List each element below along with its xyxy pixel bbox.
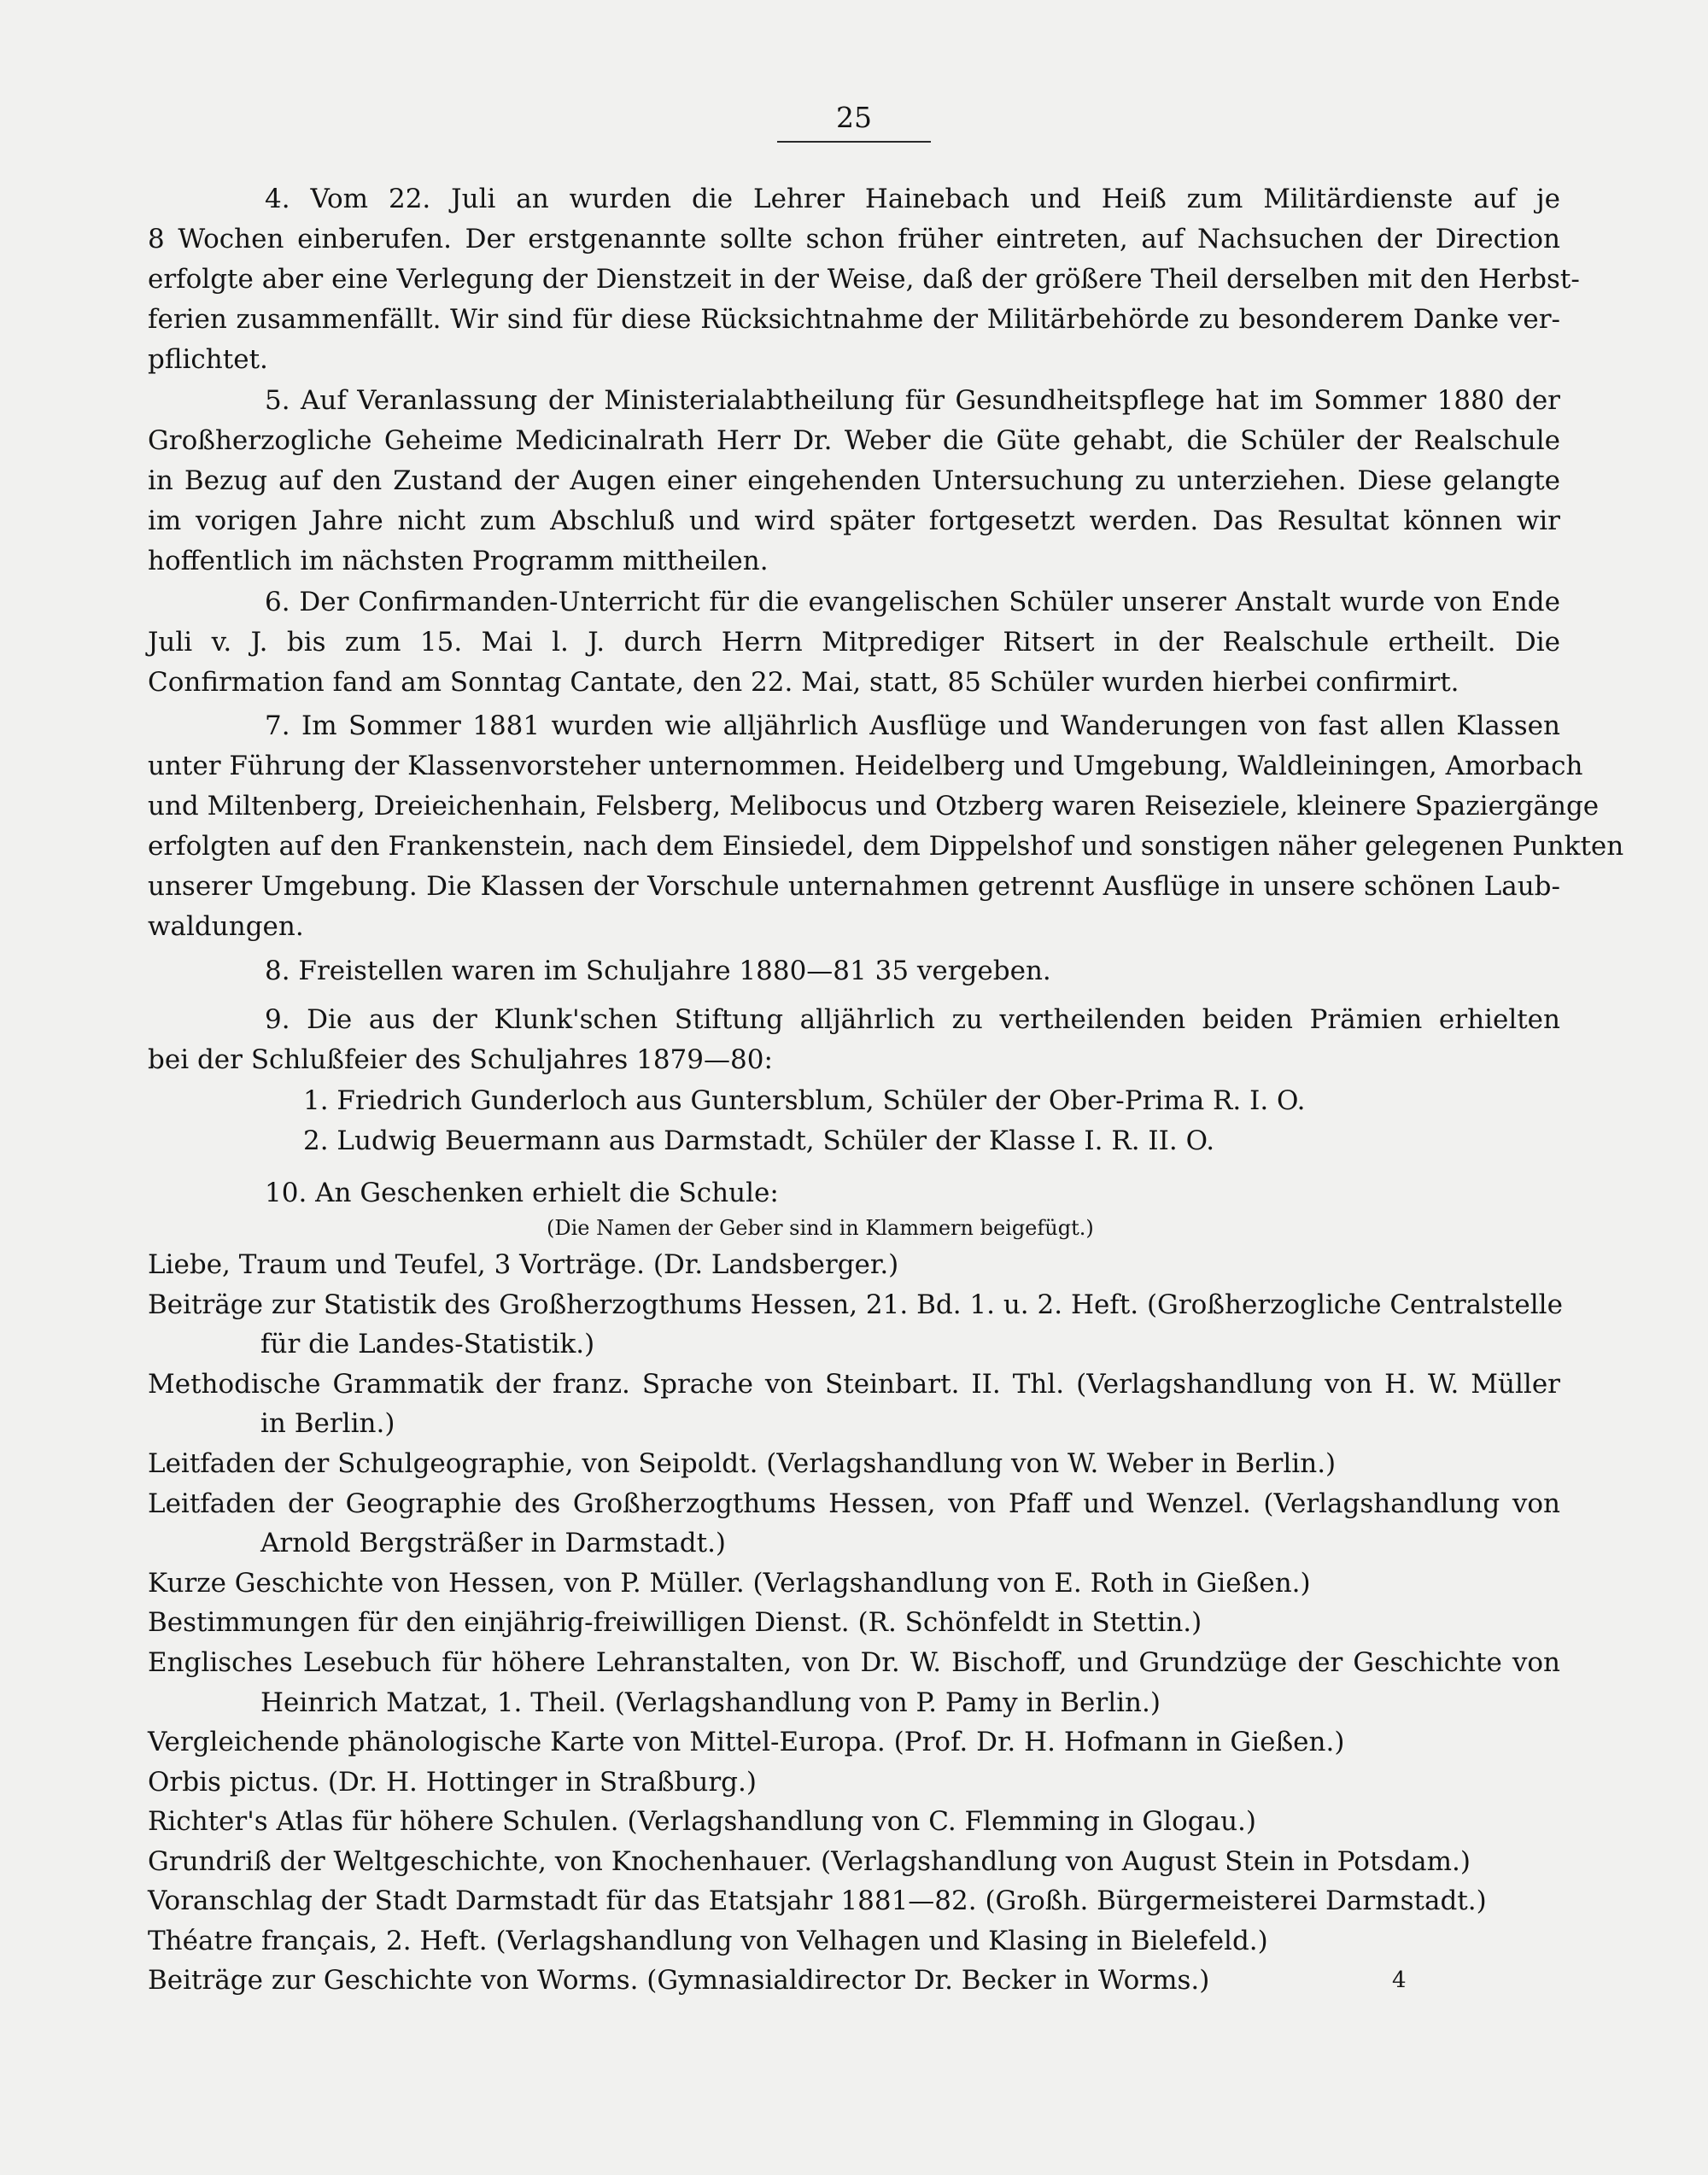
gift-entry: Richter's Atlas für höhere Schulen. (Verlagshandlung von C. Flemming in Glogau.) <box>148 1806 1257 1837</box>
gift-entry: in Berlin.) <box>260 1408 395 1439</box>
text-line: 8 Wochen einberufen. Der erstgenannte sollte schon früher eintreten, auf Nachsuchen der Direction <box>148 224 1560 254</box>
text-line: Juli v. J. bis zum 15. Mai l. J. durch Herrn Mitprediger Ritsert in der Realschule ertheilt. Die <box>148 627 1560 658</box>
text-line: ferien zusammenfällt. Wir sind für diese Rücksichtnahme der Militärbehörde zu besonderem Danke ver- <box>148 304 1560 335</box>
gift-entry: Leitfaden der Geographie des Großherzogthums Hessen, von Pfaff und Wenzel. (Verlagshandlung von <box>148 1488 1560 1519</box>
gift-entry: Bestimmungen für den einjährig-freiwilligen Dienst. (R. Schönfeldt in Stettin.) <box>148 1607 1202 1638</box>
text-line: 4. Vom 22. Juli an wurden die Lehrer Hainebach und Heiß zum Militärdienste auf je <box>265 184 1560 214</box>
text-line: waldungen. <box>148 911 304 942</box>
text-line: pflichtet. <box>148 344 268 375</box>
gift-entry: für die Landes-Statistik.) <box>260 1329 595 1359</box>
text-line: bei der Schlußfeier des Schuljahres 1879—80: <box>148 1044 773 1075</box>
text-line: hoffentlich im nächsten Programm mittheilen. <box>148 546 769 576</box>
gift-entry: Voranschlag der Stadt Darmstadt für das Etatsjahr 1881—82. (Großh. Bürgermeisterei Darmstadt.) <box>148 1886 1487 1916</box>
page-number: 25 <box>836 101 872 134</box>
gift-entry: Beiträge zur Geschichte von Worms. (Gymnasialdirector Dr. Becker in Worms.) <box>148 1965 1210 1996</box>
gift-entry: Vergleichende phänologische Karte von Mittel-Europa. (Prof. Dr. H. Hofmann in Gießen.) <box>148 1727 1345 1757</box>
prize-item: 2. Ludwig Beuermann aus Darmstadt, Schüler der Klasse I. R. II. O. <box>303 1126 1215 1156</box>
gift-entry: Leitfaden der Schulgeographie, von Seipoldt. (Verlagshandlung von W. Weber in Berlin.) <box>148 1448 1337 1479</box>
text-line: 9. Die aus der Klunk'schen Stiftung alljährlich zu vertheilenden beiden Prämien erhielten <box>265 1004 1560 1035</box>
text-line: erfolgten auf den Frankenstein, nach dem Einsiedel, dem Dippelshof und sonstigen näher gelegenen Punkten <box>148 831 1624 862</box>
text-line: in Bezug auf den Zustand der Augen einer eingehenden Untersuchung zu unterziehen. Diese gelangte <box>148 465 1560 496</box>
gift-entry: Kurze Geschichte von Hessen, von P. Müller. (Verlagshandlung von E. Roth in Gießen.) <box>148 1568 1311 1599</box>
gift-entry: Orbis pictus. (Dr. H. Hottinger in Straßburg.) <box>148 1767 757 1798</box>
gift-entry: Methodische Grammatik der franz. Sprache von Steinbart. II. Thl. (Verlagshandlung von H. W. Müller <box>148 1369 1560 1400</box>
text-line: unserer Umgebung. Die Klassen der Vorschule unternahmen getrennt Ausflüge in unsere schönen Laub- <box>148 871 1560 902</box>
gift-entry: Englisches Lesebuch für höhere Lehranstalten, von Dr. W. Bischoff, und Grundzüge der Geschichte von <box>148 1647 1560 1678</box>
signature-mark: 4 <box>1392 1967 1407 1993</box>
gift-entry: Grundriß der Weltgeschichte, von Knochenhauer. (Verlagshandlung von August Stein in Potsdam.) <box>148 1846 1471 1877</box>
text-line: erfolgte aber eine Verlegung der Dienstzeit in der Weise, daß der größere Theil derselben mit den Herbst- <box>148 264 1580 295</box>
prize-item: 1. Friedrich Gunderloch aus Guntersblum, Schüler der Ober-Prima R. I. O. <box>303 1085 1306 1116</box>
donors-note: (Die Namen der Geber sind in Klammern beigefügt.) <box>547 1216 1094 1240</box>
text-line: 6. Der Confirmanden-Unterricht für die evangelischen Schüler unserer Anstalt wurde von Ende <box>265 587 1560 617</box>
text-line: 5. Auf Veranlassung der Ministerialabtheilung für Gesundheitspflege hat im Sommer 1880 der <box>265 385 1560 416</box>
text-line: Großherzogliche Geheime Medicinalrath Herr Dr. Weber die Güte gehabt, die Schüler der Realschule <box>148 425 1560 456</box>
text-line: Confirmation fand am Sonntag Cantate, den 22. Mai, statt, 85 Schüler wurden hierbei confirmirt. <box>148 667 1459 698</box>
text-line: 10. An Geschenken erhielt die Schule: <box>265 1178 779 1208</box>
text-line: 8. Freistellen waren im Schuljahre 1880—81 35 vergeben. <box>265 956 1051 986</box>
gift-entry: Théatre français, 2. Heft. (Verlagshandlung von Velhagen und Klasing in Bielefeld.) <box>148 1926 1268 1956</box>
gift-entry: Liebe, Traum und Teufel, 3 Vorträge. (Dr. Landsberger.) <box>148 1249 899 1280</box>
gift-entry: Arnold Bergsträßer in Darmstadt.) <box>260 1528 727 1558</box>
text-line: 7. Im Sommer 1881 wurden wie alljährlich Ausflüge und Wanderungen von fast allen Klassen <box>265 710 1560 741</box>
gift-entry: Beiträge zur Statistik des Großherzogthums Hessen, 21. Bd. 1. u. 2. Heft. (Großherzogliche Centralstelle <box>148 1289 1563 1320</box>
header-rule <box>777 141 931 143</box>
text-line: unter Führung der Klassenvorsteher unternommen. Heidelberg und Umgebung, Waldleiningen, Amorbach <box>148 751 1583 781</box>
text-line: im vorigen Jahre nicht zum Abschluß und wird später fortgesetzt werden. Das Resultat können wir <box>148 506 1560 536</box>
text-line: und Miltenberg, Dreieichenhain, Felsberg, Melibocus und Otzberg waren Reiseziele, kleinere Spaziergänge <box>148 791 1600 821</box>
gift-entry: Heinrich Matzat, 1. Theil. (Verlagshandlung von P. Pamy in Berlin.) <box>260 1687 1161 1718</box>
